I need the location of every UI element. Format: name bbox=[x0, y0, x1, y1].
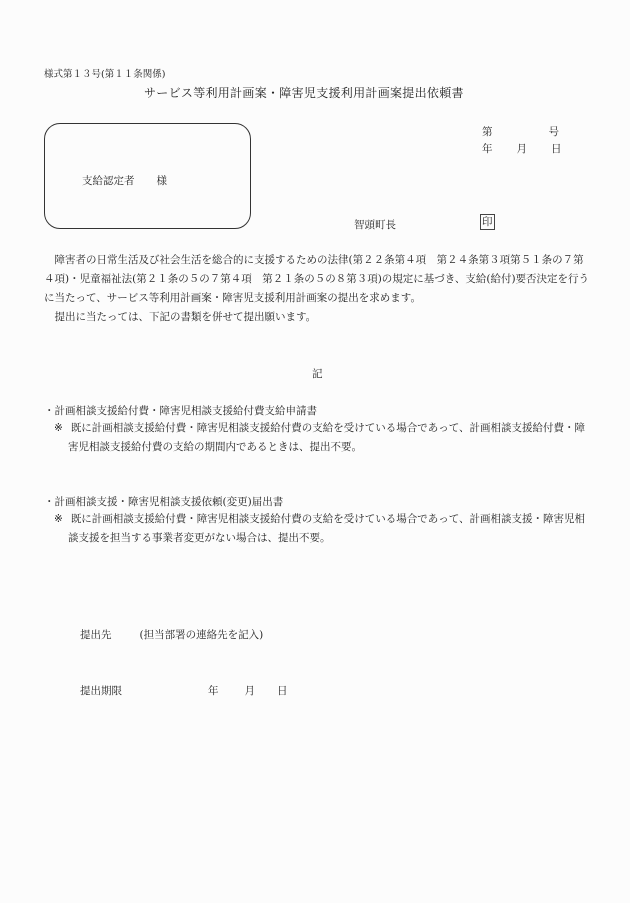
submission-to-value: (担当部署の連絡先を記入) bbox=[139, 629, 264, 641]
deadline-month: 月 bbox=[244, 685, 255, 697]
date-year: 年 bbox=[482, 143, 493, 155]
body-paragraph-2: 提出に当たっては、下記の書類を併せて提出願います。 bbox=[54, 311, 317, 323]
note-mark: ※ bbox=[54, 422, 63, 434]
document-title: サービス等利用計画案・障害児支援利用計画案提出依頼書 bbox=[144, 86, 464, 100]
seal-mark: 印 bbox=[482, 216, 493, 228]
required-document-2: ・計画相談支援・障害児相談支援依頼(変更)届出書 bbox=[44, 496, 284, 508]
document-number-prefix: 第 bbox=[482, 126, 493, 138]
required-document-1: ・計画相談支援給付費・障害児相談支援給付費支給申請書 bbox=[44, 405, 317, 417]
required-document-1-note bbox=[44, 419, 592, 457]
recipient-label: 支給認定者 bbox=[82, 175, 135, 187]
deadline-day: 日 bbox=[277, 685, 288, 697]
sender-title: 智頭町長 bbox=[354, 219, 396, 231]
deadline-label: 提出期限 bbox=[80, 685, 122, 697]
submission-destination bbox=[80, 627, 263, 642]
note-mark: ※ bbox=[54, 513, 63, 525]
submission-to-label: 提出先 bbox=[80, 629, 112, 641]
submission-deadline bbox=[80, 683, 288, 698]
body-text bbox=[44, 251, 592, 327]
recipient bbox=[82, 173, 167, 188]
required-document-2-note bbox=[44, 510, 592, 548]
deadline-year: 年 bbox=[208, 685, 219, 697]
recipient-honorific: 様 bbox=[156, 175, 167, 187]
note-text: 既に計画相談支援給付費・障害児相談支援給付費の支給を受けている場合であって、計画相談支援給付費・障害児相談支援給付費の支給の期間内であるときは、提出不要。 bbox=[68, 422, 585, 453]
date-month: 月 bbox=[516, 143, 527, 155]
form-number: 様式第１３号(第１１条関係) bbox=[44, 69, 166, 80]
body-paragraph-1: 障害者の日常生活及び社会生活を総合的に支援するための法律(第２２条第４項 第２４条第３項第５１条の７第４項)・児童福祉法(第２１条の５の７第４項 第２１条の５の８第３項)の規定に基づき、支給(給付)要否決定を行うに当たって、サービス等利用計画案・障害児支援利用計画案の提出を求めます。 bbox=[44, 254, 590, 304]
ki-heading: 記 bbox=[312, 368, 323, 380]
document-date bbox=[482, 141, 562, 156]
document-number-suffix: 号 bbox=[548, 126, 559, 138]
document-number bbox=[482, 124, 559, 139]
note-text: 既に計画相談支援給付費・障害児相談支援給付費の支給を受けている場合であって、計画相談支援・障害児相談支援を担当する事業者変更がない場合は、提出不要。 bbox=[68, 513, 585, 544]
date-day: 日 bbox=[551, 143, 562, 155]
